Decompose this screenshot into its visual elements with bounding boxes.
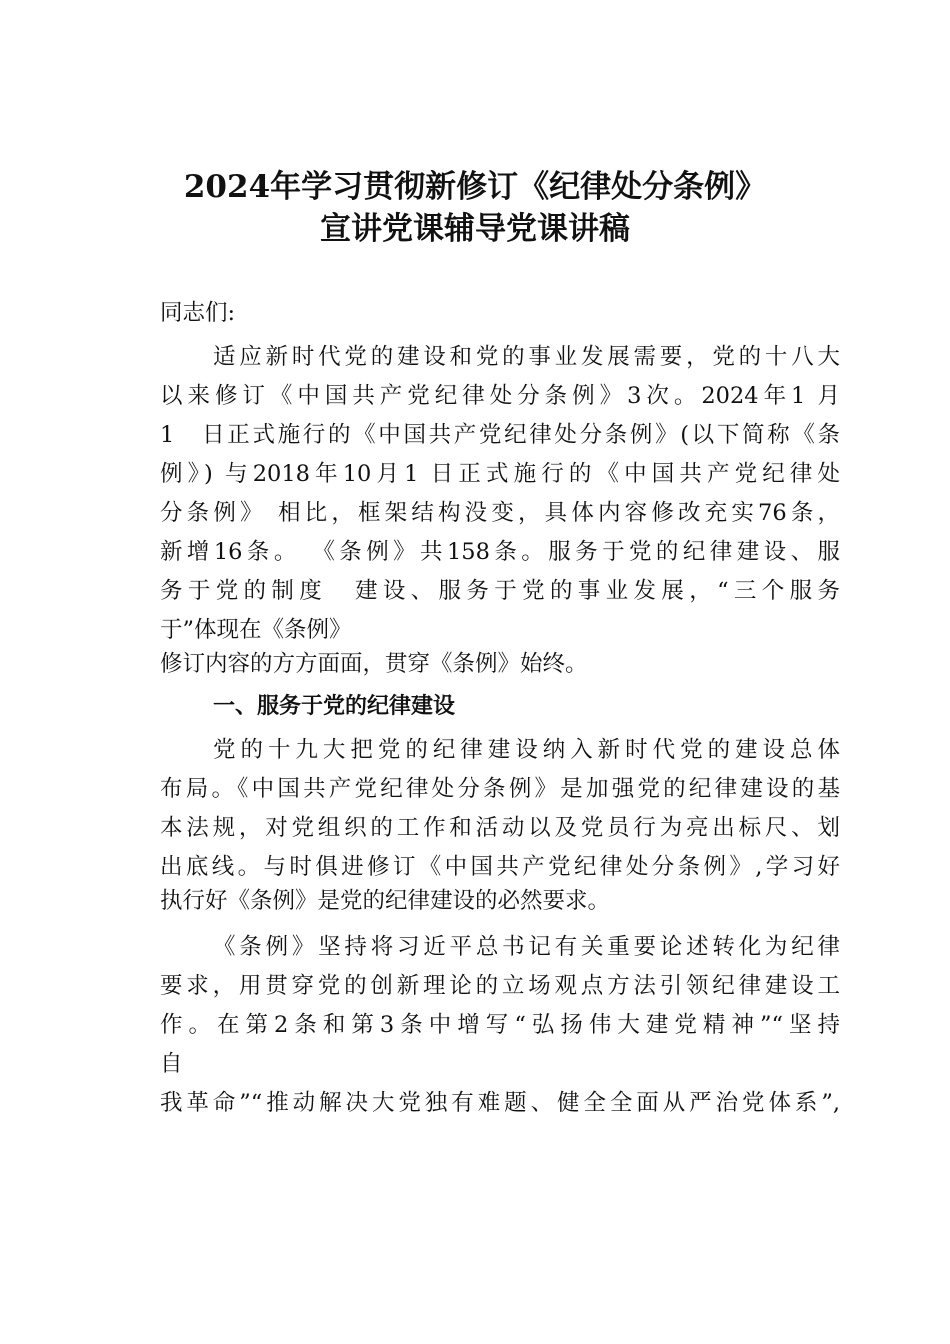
paragraph-1-line: 例》) 与2018年10月1 日正式施行的《中国共产党纪律处 (160, 461, 840, 487)
document-title-line-2: 宣讲党课辅导党课讲稿 (320, 211, 630, 247)
paragraph-1-line: 1 日正式施行的《中国共产党纪律处分条例》(以下简称《条 (160, 422, 840, 448)
paragraph-1-line: 修订内容的方方面面，贯穿《条例》始终。 (160, 651, 588, 677)
paragraph-1-line: 于”体现在《条例》 (160, 617, 352, 643)
paragraph-2-line: 布局。《中国共产党纪律处分条例》是加强党的纪律建设的基 (160, 776, 840, 802)
paragraph-3-line: 要求，用贯穿党的创新理论的立场观点方法引领纪律建设工 (160, 973, 840, 999)
paragraph-3-line: 我革命”“推动解决大党独有难题、健全全面从严治党体系”, (160, 1090, 840, 1116)
paragraph-2-line: 本法规，对党组织的工作和活动以及党员行为亮出标尺、划 (160, 815, 840, 841)
paragraph-3-line: 作。在第2条和第3条中增写“弘扬伟大建党精神”“坚持 (160, 1012, 840, 1038)
paragraph-1-line: 以来修订《中国共产党纪律处分条例》3次。2024年1 月 (160, 383, 840, 409)
paragraph-3-line: 《条例》坚持将习近平总书记有关重要论述转化为纪律 (213, 934, 840, 960)
paragraph-2-line: 出底线。与时俱进修订《中国共产党纪律处分条例》,学习好 (160, 854, 840, 880)
paragraph-1-line: 务于党的制度 建设、服务于党的事业发展，“三个服务 (160, 578, 840, 604)
paragraph-2-line: 党的十九大把党的纪律建设纳入新时代党的建设总体 (213, 737, 840, 763)
paragraph-1-line: 分条例》 相比，框架结构没变，具体内容修改充实76条， (160, 500, 840, 526)
salutation: 同志们: (160, 300, 236, 326)
paragraph-1-line: 新增16条。 《条例》共158条。服务于党的纪律建设、服 (160, 539, 840, 565)
paragraph-1-line: 适应新时代党的建设和党的事业发展需要，党的十八大 (213, 344, 840, 370)
paragraph-3-line: 自 (160, 1051, 183, 1077)
section-heading-1: 一、服务于党的纪律建设 (213, 694, 456, 719)
paragraph-2-line: 执行好《条例》是党的纪律建设的必然要求。 (160, 888, 611, 914)
document-title-line-1: 2024年学习贯彻新修订《纪律处分条例》 (183, 169, 767, 205)
